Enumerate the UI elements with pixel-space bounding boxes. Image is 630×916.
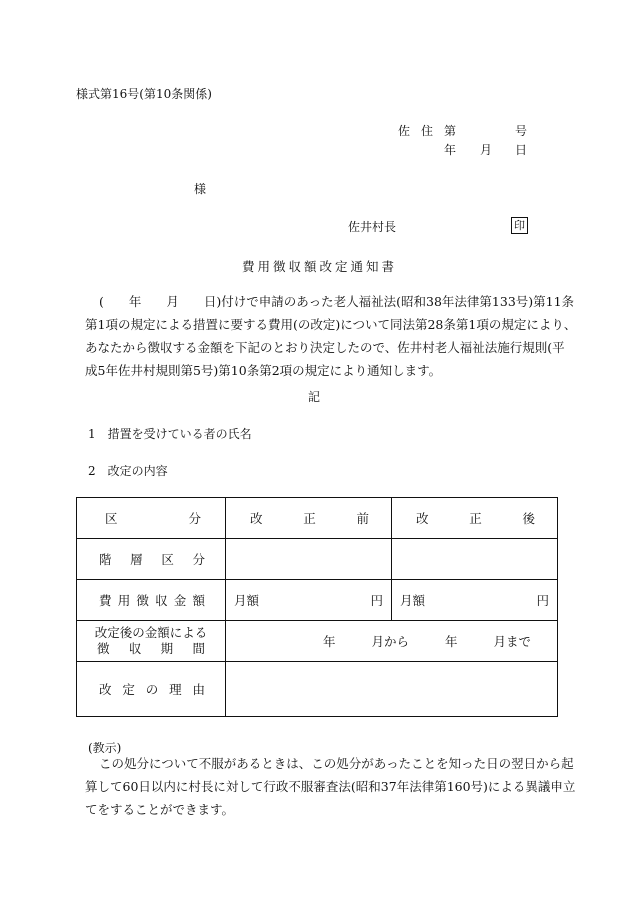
monthly-label: 月額 bbox=[400, 593, 426, 608]
notice-line: この処分について不服があるときは、この処分があったことを知った日の翌日から起 bbox=[99, 756, 574, 771]
doc-number-go: 号 bbox=[515, 124, 528, 138]
body-line: 第1項の規定による措置に要する費用(の改定)について同法第28条第1項の規定により、 bbox=[85, 317, 577, 332]
doc-number-ju: 住 bbox=[421, 124, 434, 138]
seal-mark: 印 bbox=[511, 217, 528, 234]
table-row-fee bbox=[77, 580, 558, 621]
tier-before-cell bbox=[226, 539, 392, 580]
form-label: 様式第16号(第10条関係) bbox=[76, 87, 212, 101]
doc-number-sa: 佐 bbox=[398, 124, 411, 138]
period-year-from: 年 bbox=[323, 634, 336, 649]
date-day: 日 bbox=[515, 143, 528, 157]
date-month: 月 bbox=[480, 143, 493, 157]
notice-line: てをすることができます。 bbox=[85, 802, 235, 817]
document-title: 費用徴収額改定通知書 bbox=[242, 259, 398, 274]
ki-heading: 記 bbox=[308, 390, 321, 404]
header-before: 改 正 前 bbox=[226, 498, 392, 539]
period-month-to: 月まで bbox=[493, 634, 531, 649]
doc-number-dai: 第 bbox=[444, 124, 457, 138]
monthly-label: 月額 bbox=[234, 593, 260, 608]
fee-before-cell bbox=[226, 580, 392, 621]
period-label-line1: 改定後の金額による bbox=[94, 625, 208, 640]
table-header-row bbox=[77, 498, 558, 539]
item-2-label: 2 改定の内容 bbox=[88, 464, 168, 478]
table-row-reason bbox=[77, 662, 558, 717]
period-value-cell bbox=[226, 621, 558, 662]
header-after: 改 正 後 bbox=[392, 498, 558, 539]
body-line: あなたから徴収する金額を下記のとおり決定したので、佐井村老人福祉法施行規則(平 bbox=[85, 340, 565, 355]
notice-paragraph bbox=[85, 752, 576, 821]
reason-label: 改 定 の 理 由 bbox=[77, 662, 226, 717]
header-category: 区 分 bbox=[77, 498, 226, 539]
yen-unit: 円 bbox=[536, 593, 549, 608]
date-year: 年 bbox=[444, 143, 457, 157]
table-row-tier bbox=[77, 539, 558, 580]
body-line: 成5年佐井村規則第5号)第10条第2項の規定により通知します。 bbox=[85, 363, 442, 378]
item-1-label: 1 措置を受けている者の氏名 bbox=[88, 427, 252, 441]
revision-table bbox=[76, 497, 558, 717]
body-line: ( 年 月 日)付けで申請のあった老人福祉法(昭和38年法律第133号)第11条 bbox=[99, 294, 575, 309]
period-year-to: 年 bbox=[444, 634, 458, 649]
tier-after-cell bbox=[392, 539, 558, 580]
reason-value-cell bbox=[226, 662, 558, 717]
issuer-name: 佐井村長 bbox=[348, 220, 397, 234]
addressee-suffix: 様 bbox=[194, 182, 207, 196]
notice-line: 算して60日以内に村長に対して行政不服審査法(昭和37年法律第160号)による異議申立 bbox=[85, 779, 576, 794]
body-paragraph bbox=[85, 290, 577, 382]
table-row-period bbox=[77, 621, 558, 662]
period-month-from: 月から bbox=[371, 634, 409, 649]
yen-unit: 円 bbox=[370, 593, 383, 608]
notice-heading: (教示) bbox=[88, 741, 122, 755]
period-label: 改定後の金額による 徴 収 期 間 bbox=[77, 621, 226, 662]
fee-after-cell bbox=[392, 580, 558, 621]
tier-label: 階 層 区 分 bbox=[77, 539, 226, 580]
fee-label: 費 用 徴 収 金 額 bbox=[77, 580, 226, 621]
